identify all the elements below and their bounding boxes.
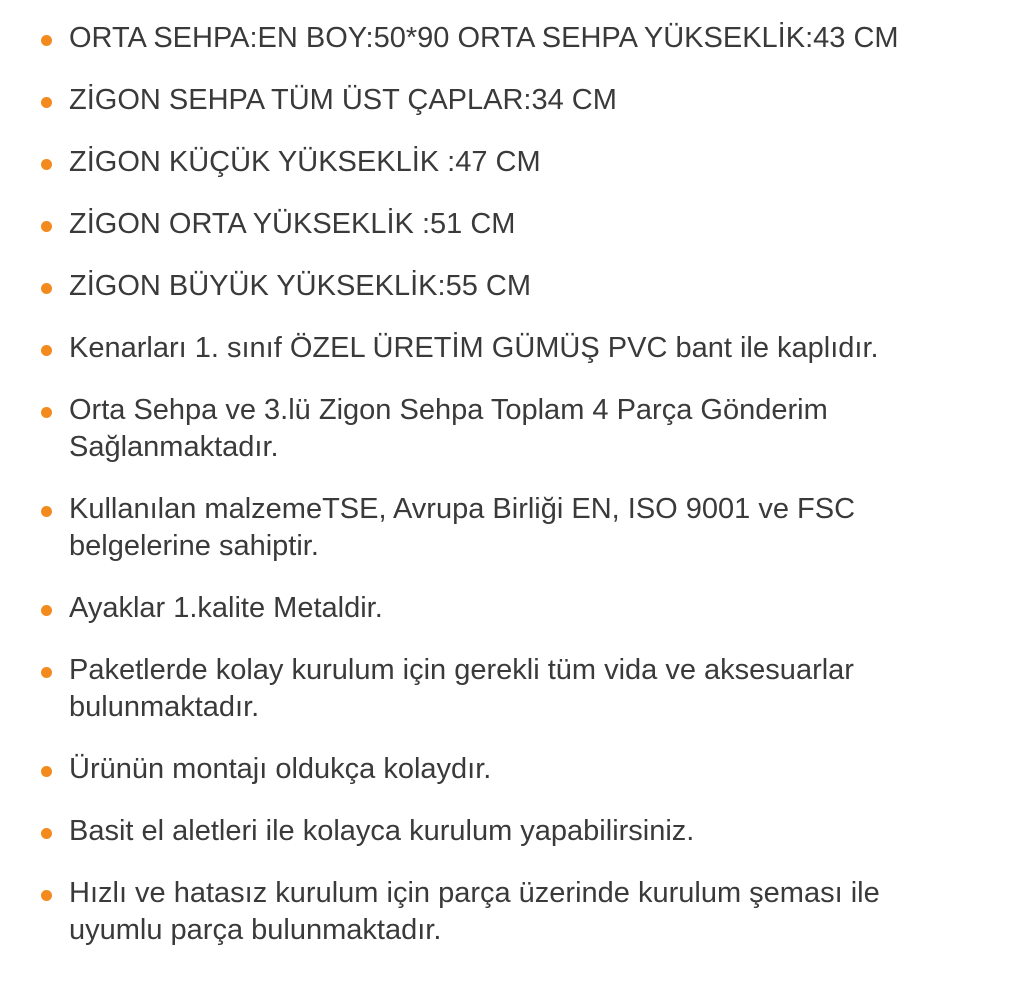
bullet-dot-icon bbox=[41, 766, 52, 777]
spec-item bbox=[0, 82, 1024, 119]
bullet-dot-icon bbox=[41, 667, 52, 678]
spec-text: Orta Sehpa ve 3.lü Zigon Sehpa Toplam 4 Parça Gönderim Sağlanmaktadır. bbox=[69, 394, 828, 463]
spec-text: ORTA SEHPA:EN BOY:50*90 ORTA SEHPA YÜKSEKLİK:43 CM bbox=[69, 22, 899, 54]
spec-item bbox=[0, 268, 1024, 305]
spec-item bbox=[0, 875, 1024, 949]
spec-item bbox=[0, 652, 1024, 726]
bullet-dot-icon bbox=[41, 890, 52, 901]
spec-text: Ayaklar 1.kalite Metaldir. bbox=[69, 592, 383, 624]
spec-item bbox=[0, 813, 1024, 850]
spec-item bbox=[0, 751, 1024, 788]
spec-item bbox=[0, 206, 1024, 243]
bullet-dot-icon bbox=[41, 506, 52, 517]
spec-item bbox=[0, 330, 1024, 367]
bullet-dot-icon bbox=[41, 97, 52, 108]
spec-text: Paketlerde kolay kurulum için gerekli tüm vida ve aksesuarlar bulunmaktadır. bbox=[69, 654, 854, 723]
spec-text: ZİGON KÜÇÜK YÜKSEKLİK :47 CM bbox=[69, 146, 541, 178]
bullet-dot-icon bbox=[41, 345, 52, 356]
bullet-dot-icon bbox=[41, 221, 52, 232]
spec-text: Ürünün montajı oldukça kolaydır. bbox=[69, 753, 492, 785]
spec-item bbox=[0, 20, 1024, 57]
spec-item bbox=[0, 590, 1024, 627]
spec-item bbox=[0, 144, 1024, 181]
bullet-dot-icon bbox=[41, 605, 52, 616]
bullet-dot-icon bbox=[41, 283, 52, 294]
spec-item bbox=[0, 392, 1024, 466]
spec-text: ZİGON BÜYÜK YÜKSEKLİK:55 CM bbox=[69, 270, 531, 302]
spec-text: Hızlı ve hatasız kurulum için parça üzerinde kurulum şeması ile uyumlu parça bulunmaktadır. bbox=[69, 877, 880, 946]
bullet-dot-icon bbox=[41, 35, 52, 46]
spec-text: Basit el aletleri ile kolayca kurulum yapabilirsiniz. bbox=[69, 815, 695, 847]
spec-item bbox=[0, 491, 1024, 565]
bullet-dot-icon bbox=[41, 828, 52, 839]
spec-text: ZİGON SEHPA TÜM ÜST ÇAPLAR:34 CM bbox=[69, 84, 617, 116]
spec-text: Kullanılan malzemeTSE, Avrupa Birliği EN, ISO 9001 ve FSC belgelerine sahiptir. bbox=[69, 493, 856, 562]
spec-text: ZİGON ORTA YÜKSEKLİK :51 CM bbox=[69, 208, 516, 240]
bullet-dot-icon bbox=[41, 159, 52, 170]
bullet-dot-icon bbox=[41, 407, 52, 418]
spec-text: Kenarları 1. sınıf ÖZEL ÜRETİM GÜMÜŞ PVC bant ile kaplıdır. bbox=[69, 332, 879, 364]
